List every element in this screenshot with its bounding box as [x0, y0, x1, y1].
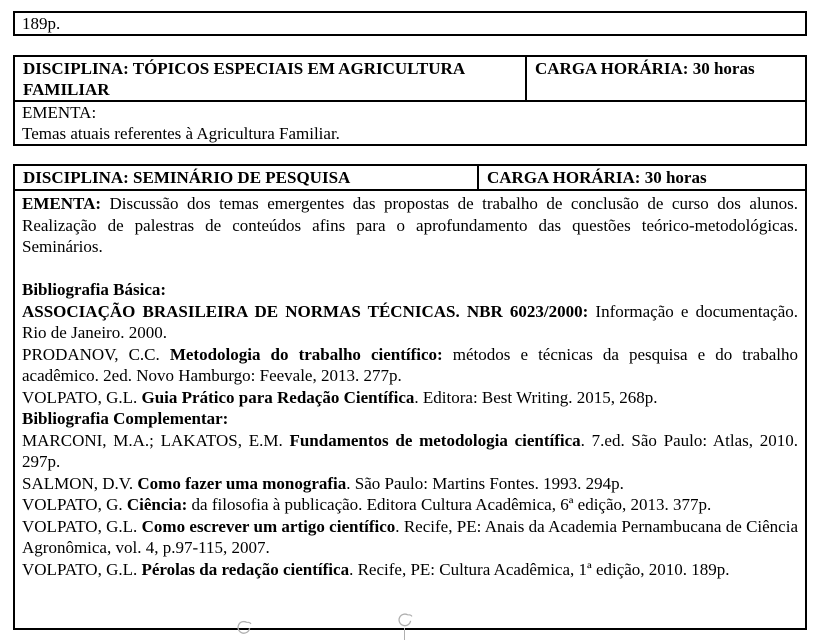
ementa-label: EMENTA:: [22, 103, 97, 122]
ementa-text: Temas atuais referentes à Agricultura Familiar.: [22, 123, 340, 143]
spacer-line: [22, 258, 798, 280]
discipline-name-cell: [15, 166, 479, 189]
bibliography-entry: VOLPATO, G.L. Guia Prático para Redação Científica. Editora: Best Writing. 2015, 268p.: [22, 387, 658, 407]
scan-line-artifact: [404, 628, 405, 640]
workload-text: CARGA HORÁRIA: 30 horas: [535, 59, 755, 78]
ementa-cell: [15, 102, 805, 144]
scan-curl-artifact-left: [233, 620, 253, 638]
bibliografia-basica-heading: Bibliografia Básica:: [22, 280, 167, 299]
course-body-cell: [15, 191, 805, 582]
continuation-text: 189p.: [22, 14, 61, 33]
table-continuation-box: [13, 11, 807, 36]
bibliography-entry: VOLPATO, G.L. Pérolas da redação científica. Recife, PE: Cultura Acadêmica, 1ª edição, 2010. 189p.: [22, 559, 730, 579]
bibliografia-complementar-heading: Bibliografia Complementar:: [22, 409, 229, 428]
bibliography-entry: MARCONI, M.A.; LAKATOS, E.M. Fundamentos de metodologia científica. 7.ed. São Paulo: Atlas, 2010. 297p.: [22, 430, 798, 471]
bibliography-entry: PRODANOV, C.C. Metodologia do trabalho científico: métodos e técnicas da pesquisa e do trabalho acadêmico. 2ed. Novo Hamburgo: Feevale, 2013. 277p.: [22, 344, 798, 385]
discipline-header-row: [15, 57, 805, 102]
discipline-table-topicos-especiais: [13, 55, 807, 146]
bibliography-entry: VOLPATO, G.L. Como escrever um artigo científico. Recife, PE: Anais da Academia Pernambucana de Ciência Agronômica, vol. 4, p.97-115, 2007.: [22, 516, 798, 557]
discipline-table-seminario-pesquisa: [13, 164, 807, 630]
bibliography-entry: ASSOCIAÇÃO BRASILEIRA DE NORMAS TÉCNICAS. NBR 6023/2000: Informação e documentação. Rio de Janeiro. 2000.: [22, 301, 798, 342]
discipline-header-row: [15, 166, 805, 191]
workload-cell: [527, 57, 805, 100]
workload-text: CARGA HORÁRIA: 30 horas: [487, 168, 707, 187]
ementa-paragraph: EMENTA: Discussão dos temas emergentes das propostas de trabalho de conclusão de curso dos alunos. Realização de palestras de conteúdos afins para o aprofundamento das questões teórico-metodológicas. Seminários.: [22, 194, 798, 256]
discipline-name: DISCIPLINA: SEMINÁRIO DE PESQUISA: [23, 168, 351, 187]
bibliography-entry: SALMON, D.V. Como fazer uma monografia. São Paulo: Martins Fontes. 1993. 294p.: [22, 473, 624, 493]
workload-cell: [479, 166, 805, 189]
discipline-name: DISCIPLINA: TÓPICOS ESPECIAIS EM AGRICULTURA FAMILIAR: [23, 59, 465, 99]
scan-curl-artifact-right: [395, 613, 415, 631]
discipline-name-cell: [15, 57, 527, 100]
bibliography-entry: VOLPATO, G. Ciência: da filosofia à publicação. Editora Cultura Acadêmica, 6ª edição, 2013. 377p.: [22, 495, 712, 514]
